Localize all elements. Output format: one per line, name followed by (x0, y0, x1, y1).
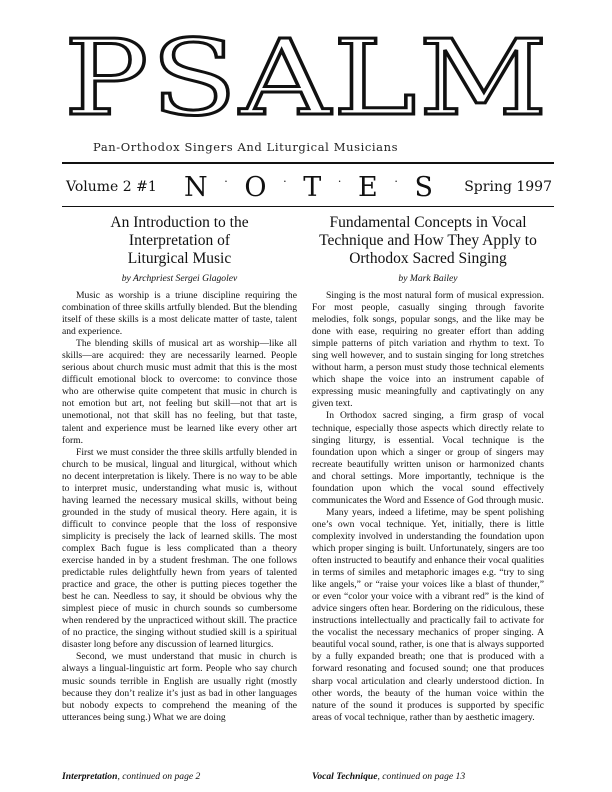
notes-letter: E (358, 171, 379, 203)
article-paragraph: In Orthodox sacred singing, a firm grasp of vocal technique, especially those aspects which directly relate to singing liturgy, is essential. Vocal technique is the foundation upon which a singer or group of singers may recreate beautifully written unison or harmonized chants and choral settings. More importantly, technique is the foundation upon which the vocal sound effectively communicates the Word and Essence of God through music. (312, 410, 544, 506)
issue-bar (66, 172, 552, 202)
masthead (62, 22, 552, 154)
notes-letter: S (414, 171, 434, 203)
continued-text: , continued on page 2 (117, 771, 201, 782)
notes-separator: · (337, 174, 343, 188)
issue-season: Spring 1997 (464, 179, 552, 195)
title-line: Interpretation of (128, 232, 231, 249)
masthead-subtitle: Pan-Orthodox Singers And Liturgical Musicians (93, 140, 399, 154)
article-byline: by Archpriest Sergei Glagolev (121, 273, 238, 284)
psalm-logo (62, 22, 552, 132)
article-paragraph: Music as worship is a triune discipline requiring the combination of three skills artfully blended. But the blending itself of these skills is a most delicate matter of taste, talent and experience. (62, 290, 297, 338)
article-paragraph: Second, we must understand that music in church is always a lingual-linguistic art form. People who say church music sounds terrible in English are usually right (mostly because they don’t realize it’s just as bad in other languages but nobody expects to comprehend the meaning of the utterances being sung.) What we are doing (62, 651, 297, 723)
notes-heading (184, 172, 434, 202)
article-byline: by Mark Bailey (398, 273, 458, 284)
title-line: Liturgical Music (127, 250, 232, 267)
article-paragraph: Singing is the most natural form of musical expression. For most people, casually singing through favorite melodies, folk songs, popular songs, and the like may be done with ease, requiring no greater effort than adding simple patterns of pitch variation and rhythm to text. To sing well however, and to sustain singing for long stretches without harm, a person must study those technical elements which shape the voice into an instrument capable of expressing music meaningfully and captivatingly on any given text. (312, 290, 544, 410)
notes-separator: · (224, 174, 229, 188)
article-interpretation (62, 214, 297, 724)
article-paragraph: Many years, indeed a lifetime, may be spent polishing one’s own vocal technique. Yet, initially, there is little complexity involved in understanding the foundation upon which proper singing is built. Unfortunately, singers are too often instructed to beautify and enhance their vocal qualities in terms of similes and metaphoric images e.g. “try to sing like angels,” or “raise your voices like a blast of thunder,” or even “color your voice with a vibrant red” is the kind of advice singers often hear. Bordering on the ridiculous, these instructions intellectually and practically fail to activate for the vocalist the necessary mechanics of proper singing. A beautiful vocal sound, rather, is one that is always supported by a fully expanded breath; one that is produced with a forward resonating and focused sound; one that produces sharp vocal articulation and clearly understood diction. In other words, the beauty of the human voice within the nature of the sound it produces is supported by specific areas of vocal technique, rather than by aesthetic imagery. (312, 506, 544, 723)
continued-text: , continued on page 13 (377, 771, 466, 782)
article-vocal-technique (312, 214, 544, 724)
psalm-logo-text: PSALM (64, 22, 550, 132)
article-title (62, 214, 297, 268)
issue-rule (62, 206, 554, 207)
continued-note (312, 771, 465, 782)
title-line: An Introduction to the (110, 214, 249, 231)
notes-separator: · (283, 174, 288, 188)
volume-number: Volume 2 #1 (66, 179, 157, 195)
notes-letter: T (303, 171, 323, 203)
title-line: Technique and How They Apply to (319, 232, 537, 249)
title-line: Fundamental Concepts in Vocal (329, 214, 527, 231)
continued-article-name: Vocal Technique (312, 771, 378, 782)
masthead-rule (62, 162, 554, 164)
article-paragraph: First we must consider the three skills artfully blended in church to be musical, lingual and liturgical, without which no decent interpretation is likely. There is no way to be able to interpret music, understanding what music is, without having learned the necessary musical skills, without being grounded in the study of musical theory. Here again, it is difficult to convince people that the loss of responsive simplicity is precisely the lack of learned skills. The most complex Bach fugue is less complicated than a theory exercise handed in by a student freshman. The one follows predictable rules delightfully hewn from years of talented practice and grace, the other is putting pieces together the best he can. Needless to say, it should be obvious why the simplest piece of music in church sounds so cumbersome when rendered by the unpracticed without skill. The practice of no practice, the singing without studied skill is a spiritual disaster long before any discussion of learned liturgics. (62, 446, 297, 651)
continued-note (62, 771, 200, 782)
title-line: Orthodox Sacred Singing (349, 250, 507, 267)
continued-article-name: Interpretation (62, 771, 118, 782)
article-title (312, 214, 544, 268)
notes-letter: O (244, 171, 268, 203)
notes-separator: · (394, 174, 399, 188)
article-paragraph: The blending skills of musical art as worship—like all skills—are acquired: they are necessarily learned. People serious about church music must admit that this is the most difficult emotional block to overcome: to convince those who are otherwise quite competent that music in church is not emotion but art, not feeling but skill—not that art is unemotional, not that skill has no feeling, but that taste, talent and experience must be learned like every other art form. (62, 338, 297, 446)
notes-letter: N (184, 171, 209, 203)
